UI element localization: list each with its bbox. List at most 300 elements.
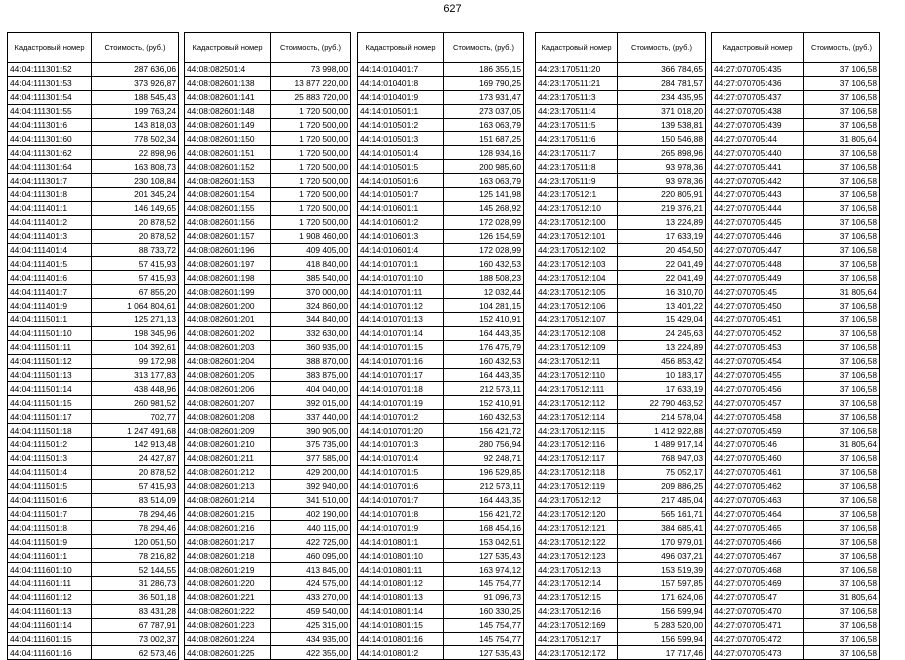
cadastral-number-cell: 44:23:170512:172: [536, 646, 618, 660]
cadastral-number-cell: 44:27:070705:459: [712, 424, 804, 438]
header-cost: Стоимость, (руб.): [444, 33, 524, 63]
cost-cell: 440 115,00: [271, 521, 351, 535]
page-number: 627: [443, 3, 462, 15]
table-row: [536, 90, 706, 104]
cadastral-number-cell: 44:08:082601:212: [185, 465, 271, 479]
table-row: [185, 632, 351, 646]
cost-cell: 31 805,64: [804, 590, 880, 604]
table-row: [536, 340, 706, 354]
cost-cell: 280 756,94: [444, 438, 524, 452]
table-row: [712, 76, 880, 90]
table-row: [712, 632, 880, 646]
table-row: [8, 382, 179, 396]
cadastral-number-cell: 44:23:170512:120: [536, 507, 618, 521]
table-row: [536, 590, 706, 604]
table-row: [185, 521, 351, 535]
table-row: [536, 257, 706, 271]
cost-cell: 433 270,00: [271, 590, 351, 604]
cost-cell: 212 573,11: [444, 479, 524, 493]
cadastral-number-cell: 44:08:082601:220: [185, 576, 271, 590]
cadastral-number-cell: 44:08:082601:198: [185, 271, 271, 285]
table-row: [536, 424, 706, 438]
table-row: [8, 188, 179, 202]
table-row: [185, 174, 351, 188]
cost-cell: 422 725,00: [271, 535, 351, 549]
cost-cell: 37 106,58: [804, 604, 880, 618]
cadastral-number-cell: 44:23:170512:118: [536, 465, 618, 479]
cadastral-table-2: [184, 32, 351, 660]
table-row: [712, 535, 880, 549]
cadastral-number-cell: 44:23:170512:11: [536, 354, 618, 368]
cadastral-number-cell: 44:23:170512:104: [536, 271, 618, 285]
table-row: [358, 632, 524, 646]
table-row: [8, 507, 179, 521]
cadastral-number-cell: 44:08:082601:148: [185, 104, 271, 118]
cost-cell: 57 415,93: [92, 271, 179, 285]
cadastral-number-cell: 44:23:170512:115: [536, 424, 618, 438]
table-row: [712, 646, 880, 660]
cost-cell: 73 998,00: [271, 63, 351, 77]
cadastral-number-cell: 44:08:082601:213: [185, 479, 271, 493]
table-row: [8, 160, 179, 174]
cadastral-number-cell: 44:08:082601:210: [185, 438, 271, 452]
table-row: [185, 590, 351, 604]
cost-cell: 13 224,89: [618, 215, 706, 229]
cadastral-number-cell: 44:04:111401:6: [8, 271, 92, 285]
cost-cell: 1 720 500,00: [271, 174, 351, 188]
cadastral-number-cell: 44:08:082601:154: [185, 188, 271, 202]
cost-cell: 171 624,06: [618, 590, 706, 604]
table-row: [358, 604, 524, 618]
cadastral-number-cell: 44:08:082601:214: [185, 493, 271, 507]
cost-cell: 78 294,46: [92, 521, 179, 535]
cadastral-number-cell: 44:14:010701:4: [358, 451, 444, 465]
cadastral-number-cell: 44:27:070705:471: [712, 618, 804, 632]
cadastral-number-cell: 44:27:070705:447: [712, 243, 804, 257]
cost-cell: 1 064 804,61: [92, 299, 179, 313]
cadastral-number-cell: 44:14:010701:15: [358, 340, 444, 354]
cost-cell: 99 172,98: [92, 354, 179, 368]
cadastral-number-cell: 44:23:170512:111: [536, 382, 618, 396]
cadastral-number-cell: 44:14:010501:5: [358, 160, 444, 174]
cost-cell: 160 432,53: [444, 257, 524, 271]
table-row: [712, 521, 880, 535]
cadastral-number-cell: 44:23:170512:14: [536, 576, 618, 590]
cadastral-number-cell: 44:04:111501:13: [8, 368, 92, 382]
cadastral-number-cell: 44:14:010801:10: [358, 549, 444, 563]
cadastral-number-cell: 44:23:170512:169: [536, 618, 618, 632]
cost-cell: 388 870,00: [271, 354, 351, 368]
cadastral-number-cell: 44:04:111501:3: [8, 451, 92, 465]
cadastral-number-cell: 44:04:111301:60: [8, 132, 92, 146]
cadastral-number-cell: 44:04:111401:4: [8, 243, 92, 257]
cost-cell: 31 805,64: [804, 132, 880, 146]
table-row: [536, 188, 706, 202]
table-row: [712, 354, 880, 368]
cost-cell: 37 106,58: [804, 507, 880, 521]
cadastral-number-cell: 44:08:082601:211: [185, 451, 271, 465]
cadastral-number-cell: 44:04:111501:5: [8, 479, 92, 493]
cost-cell: 456 853,42: [618, 354, 706, 368]
table-row: [8, 313, 179, 327]
table-row: [536, 382, 706, 396]
cost-cell: 37 106,58: [804, 63, 880, 77]
table-row: [8, 229, 179, 243]
cadastral-number-cell: 44:14:010501:1: [358, 104, 444, 118]
cadastral-number-cell: 44:08:082601:221: [185, 590, 271, 604]
cost-cell: 392 015,00: [271, 396, 351, 410]
table-row: [712, 396, 880, 410]
table-row: [358, 326, 524, 340]
cadastral-number-cell: 44:14:010801:2: [358, 646, 444, 660]
table-row: [185, 243, 351, 257]
cost-cell: 57 415,93: [92, 479, 179, 493]
cost-cell: 104 392,61: [92, 340, 179, 354]
table-row: [536, 313, 706, 327]
table-row: [358, 618, 524, 632]
cost-cell: 768 947,03: [618, 451, 706, 465]
cadastral-number-cell: 44:27:070705:467: [712, 549, 804, 563]
cost-cell: 153 519,39: [618, 563, 706, 577]
cost-cell: 1 720 500,00: [271, 118, 351, 132]
table-row: [185, 382, 351, 396]
cost-cell: 337 440,00: [271, 410, 351, 424]
table-row: [358, 174, 524, 188]
table-row: [536, 174, 706, 188]
cost-cell: 153 042,51: [444, 535, 524, 549]
cost-cell: 93 978,36: [618, 160, 706, 174]
table-row: [8, 521, 179, 535]
table-row: [185, 229, 351, 243]
table-row: [8, 271, 179, 285]
cadastral-number-cell: 44:04:111601:15: [8, 632, 92, 646]
table-row: [358, 285, 524, 299]
table-row: [536, 563, 706, 577]
cadastral-number-cell: 44:08:082601:218: [185, 549, 271, 563]
cadastral-number-cell: 44:27:070705:468: [712, 563, 804, 577]
cost-cell: 20 878,52: [92, 215, 179, 229]
cost-cell: 344 840,00: [271, 313, 351, 327]
cost-cell: 24 427,87: [92, 451, 179, 465]
cost-cell: 371 018,20: [618, 104, 706, 118]
cost-cell: 62 573,46: [92, 646, 179, 660]
cost-cell: 260 981,52: [92, 396, 179, 410]
cost-cell: 373 926,87: [92, 76, 179, 90]
cadastral-number-cell: 44:14:010501:7: [358, 188, 444, 202]
table-row: [712, 90, 880, 104]
cadastral-number-cell: 44:04:111301:6: [8, 118, 92, 132]
cost-cell: 156 421,72: [444, 507, 524, 521]
table-row: [8, 76, 179, 90]
table-row: [185, 201, 351, 215]
cost-cell: 200 985,60: [444, 160, 524, 174]
table-row: [712, 590, 880, 604]
table-row: [536, 368, 706, 382]
cost-cell: 75 052,17: [618, 465, 706, 479]
cost-cell: 341 510,00: [271, 493, 351, 507]
cost-cell: 37 106,58: [804, 465, 880, 479]
cost-cell: 273 037,05: [444, 104, 524, 118]
cadastral-number-cell: 44:27:070705:464: [712, 507, 804, 521]
cadastral-number-cell: 44:04:111601:13: [8, 604, 92, 618]
table-row: [712, 368, 880, 382]
table-row: [712, 507, 880, 521]
table-row: [8, 368, 179, 382]
cost-cell: 1 720 500,00: [271, 132, 351, 146]
table-row: [712, 604, 880, 618]
cost-cell: 16 310,70: [618, 285, 706, 299]
cadastral-number-cell: 44:08:082601:205: [185, 368, 271, 382]
cadastral-number-cell: 44:04:111301:54: [8, 90, 92, 104]
cadastral-number-cell: 44:14:010701:2: [358, 410, 444, 424]
cost-cell: 438 448,96: [92, 382, 179, 396]
table-row: [8, 632, 179, 646]
cadastral-number-cell: 44:27:070705:45: [712, 285, 804, 299]
table-row: [358, 229, 524, 243]
cadastral-number-cell: 44:08:082601:155: [185, 201, 271, 215]
cost-cell: 83 431,28: [92, 604, 179, 618]
cost-cell: 120 051,50: [92, 535, 179, 549]
cadastral-number-cell: 44:08:082601:201: [185, 313, 271, 327]
table-row: [712, 479, 880, 493]
table-row: [358, 410, 524, 424]
cadastral-number-cell: 44:23:170512:112: [536, 396, 618, 410]
cadastral-number-cell: 44:14:010701:8: [358, 507, 444, 521]
cost-cell: 160 432,53: [444, 354, 524, 368]
table-row: [536, 493, 706, 507]
cadastral-number-cell: 44:23:170511:5: [536, 118, 618, 132]
cadastral-number-cell: 44:27:070705:435: [712, 63, 804, 77]
cost-cell: 1 908 460,00: [271, 229, 351, 243]
cadastral-number-cell: 44:27:070705:462: [712, 479, 804, 493]
cost-cell: 146 149,65: [92, 201, 179, 215]
cadastral-number-cell: 44:23:170511:9: [536, 174, 618, 188]
cadastral-number-cell: 44:08:082601:224: [185, 632, 271, 646]
header-cost: Стоимость, (руб.): [804, 33, 880, 63]
cost-cell: 52 144,55: [92, 563, 179, 577]
table-row: [185, 618, 351, 632]
cost-cell: 176 475,79: [444, 340, 524, 354]
table-header-row: [185, 33, 351, 63]
table-row: [8, 590, 179, 604]
cadastral-number-cell: 44:14:010501:4: [358, 146, 444, 160]
table-row: [358, 521, 524, 535]
cost-cell: 37 106,58: [804, 174, 880, 188]
cost-cell: 196 529,85: [444, 465, 524, 479]
cadastral-number-cell: 44:08:082601:208: [185, 410, 271, 424]
table-row: [536, 285, 706, 299]
cost-cell: 313 177,83: [92, 368, 179, 382]
cadastral-table-1: [7, 32, 179, 660]
cost-cell: 173 931,47: [444, 90, 524, 104]
table-row: [185, 285, 351, 299]
cost-cell: 201 345,24: [92, 188, 179, 202]
table-header-row: [8, 33, 179, 63]
table-row: [358, 146, 524, 160]
table-row: [536, 646, 706, 660]
cadastral-number-cell: 44:23:170512:121: [536, 521, 618, 535]
cadastral-number-cell: 44:27:070705:437: [712, 90, 804, 104]
table-row: [185, 438, 351, 452]
cost-cell: 37 106,58: [804, 243, 880, 257]
cadastral-number-cell: 44:14:010401:7: [358, 63, 444, 77]
table-row: [358, 576, 524, 590]
cadastral-number-cell: 44:04:111501:9: [8, 535, 92, 549]
cadastral-number-cell: 44:04:111301:52: [8, 63, 92, 77]
table-row: [185, 549, 351, 563]
table-row: [358, 465, 524, 479]
table-row: [536, 396, 706, 410]
cadastral-number-cell: 44:14:010801:11: [358, 563, 444, 577]
cost-cell: 156 599,94: [618, 632, 706, 646]
cadastral-number-cell: 44:04:111401:3: [8, 229, 92, 243]
cost-cell: 164 443,35: [444, 368, 524, 382]
cadastral-number-cell: 44:23:170512:106: [536, 299, 618, 313]
cadastral-number-cell: 44:14:010701:3: [358, 438, 444, 452]
cost-cell: 1 720 500,00: [271, 201, 351, 215]
table-row: [536, 507, 706, 521]
cost-cell: 1 247 491,68: [92, 424, 179, 438]
cost-cell: 424 575,00: [271, 576, 351, 590]
table-row: [358, 424, 524, 438]
table-row: [185, 188, 351, 202]
cost-cell: 156 599,94: [618, 604, 706, 618]
table-row: [712, 438, 880, 452]
cost-cell: 91 096,73: [444, 590, 524, 604]
header-cadastral-number: Кадастровый номер: [712, 33, 804, 63]
cadastral-number-cell: 44:08:082601:204: [185, 354, 271, 368]
cost-cell: 37 106,58: [804, 410, 880, 424]
cadastral-number-cell: 44:14:010501:2: [358, 118, 444, 132]
table-row: [8, 257, 179, 271]
table-row: [358, 451, 524, 465]
table-row: [358, 63, 524, 77]
cadastral-number-cell: 44:27:070705:441: [712, 160, 804, 174]
table-row: [358, 201, 524, 215]
cadastral-number-cell: 44:23:170512:116: [536, 438, 618, 452]
table-row: [536, 229, 706, 243]
cost-cell: 67 855,20: [92, 285, 179, 299]
cadastral-number-cell: 44:04:111601:1: [8, 549, 92, 563]
cost-cell: 13 401,22: [618, 299, 706, 313]
cadastral-number-cell: 44:14:010601:4: [358, 243, 444, 257]
cost-cell: 37 106,58: [804, 146, 880, 160]
cadastral-number-cell: 44:04:111501:4: [8, 465, 92, 479]
cost-cell: 163 808,73: [92, 160, 179, 174]
cadastral-number-cell: 44:27:070705:446: [712, 229, 804, 243]
cadastral-number-cell: 44:27:070705:442: [712, 174, 804, 188]
cost-cell: 22 898,96: [92, 146, 179, 160]
table-row: [8, 438, 179, 452]
cost-cell: 78 294,46: [92, 507, 179, 521]
cost-cell: 188 545,43: [92, 90, 179, 104]
cadastral-number-cell: 44:14:010701:17: [358, 368, 444, 382]
table-row: [185, 90, 351, 104]
cadastral-number-cell: 44:27:070705:451: [712, 313, 804, 327]
cost-cell: 37 106,58: [804, 90, 880, 104]
table-row: [8, 576, 179, 590]
table-row: [185, 604, 351, 618]
cost-cell: 143 818,03: [92, 118, 179, 132]
cadastral-number-cell: 44:27:070705:463: [712, 493, 804, 507]
table-row: [358, 382, 524, 396]
table-row: [185, 576, 351, 590]
table-row: [8, 118, 179, 132]
cadastral-number-cell: 44:04:111501:10: [8, 326, 92, 340]
table-row: [185, 76, 351, 90]
table-row: [358, 160, 524, 174]
cost-cell: 104 281,15: [444, 299, 524, 313]
table-row: [8, 215, 179, 229]
table-row: [185, 368, 351, 382]
cost-cell: 37 106,58: [804, 201, 880, 215]
cadastral-number-cell: 44:27:070705:453: [712, 340, 804, 354]
cadastral-number-cell: 44:04:111501:8: [8, 521, 92, 535]
cadastral-number-cell: 44:14:010801:12: [358, 576, 444, 590]
cadastral-number-cell: 44:27:070705:44: [712, 132, 804, 146]
table-row: [8, 465, 179, 479]
table-row: [8, 618, 179, 632]
cadastral-number-cell: 44:08:082601:223: [185, 618, 271, 632]
cost-cell: 370 000,00: [271, 285, 351, 299]
cadastral-number-cell: 44:14:010701:9: [358, 521, 444, 535]
cost-cell: 31 805,64: [804, 438, 880, 452]
cost-cell: 37 106,58: [804, 563, 880, 577]
cadastral-number-cell: 44:23:170512:10: [536, 201, 618, 215]
header-cadastral-number: Кадастровый номер: [185, 33, 271, 63]
cost-cell: 127 535,43: [444, 549, 524, 563]
cadastral-number-cell: 44:14:010601:3: [358, 229, 444, 243]
cadastral-number-cell: 44:08:082601:219: [185, 563, 271, 577]
cost-cell: 126 154,59: [444, 229, 524, 243]
table-row: [8, 63, 179, 77]
cost-cell: 217 485,04: [618, 493, 706, 507]
table-row: [712, 576, 880, 590]
cadastral-number-cell: 44:08:082601:196: [185, 243, 271, 257]
cadastral-number-cell: 44:27:070705:472: [712, 632, 804, 646]
cost-cell: 37 106,58: [804, 104, 880, 118]
table-row: [712, 410, 880, 424]
cadastral-number-cell: 44:08:082601:156: [185, 215, 271, 229]
cadastral-number-cell: 44:27:070705:457: [712, 396, 804, 410]
table-row: [358, 104, 524, 118]
cadastral-number-cell: 44:23:170512:123: [536, 549, 618, 563]
table-row: [358, 118, 524, 132]
cost-cell: 25 883 720,00: [271, 90, 351, 104]
cadastral-number-cell: 44:04:111601:12: [8, 590, 92, 604]
cost-cell: 219 376,21: [618, 201, 706, 215]
table-row: [8, 354, 179, 368]
cost-cell: 37 106,58: [804, 396, 880, 410]
cadastral-number-cell: 44:27:070705:469: [712, 576, 804, 590]
table-row: [536, 271, 706, 285]
cadastral-number-cell: 44:14:010701:5: [358, 465, 444, 479]
table-row: [185, 118, 351, 132]
cadastral-number-cell: 44:14:010801:14: [358, 604, 444, 618]
table-row: [358, 535, 524, 549]
cadastral-number-cell: 44:04:111601:11: [8, 576, 92, 590]
cadastral-number-cell: 44:08:082601:216: [185, 521, 271, 535]
cadastral-number-cell: 44:08:082601:222: [185, 604, 271, 618]
cost-cell: 392 940,00: [271, 479, 351, 493]
table-row: [8, 549, 179, 563]
cost-cell: 15 429,04: [618, 313, 706, 327]
cadastral-number-cell: 44:08:082601:153: [185, 174, 271, 188]
cost-cell: 37 106,58: [804, 535, 880, 549]
table-row: [536, 576, 706, 590]
cadastral-number-cell: 44:04:111501:1: [8, 313, 92, 327]
cost-cell: 170 979,01: [618, 535, 706, 549]
